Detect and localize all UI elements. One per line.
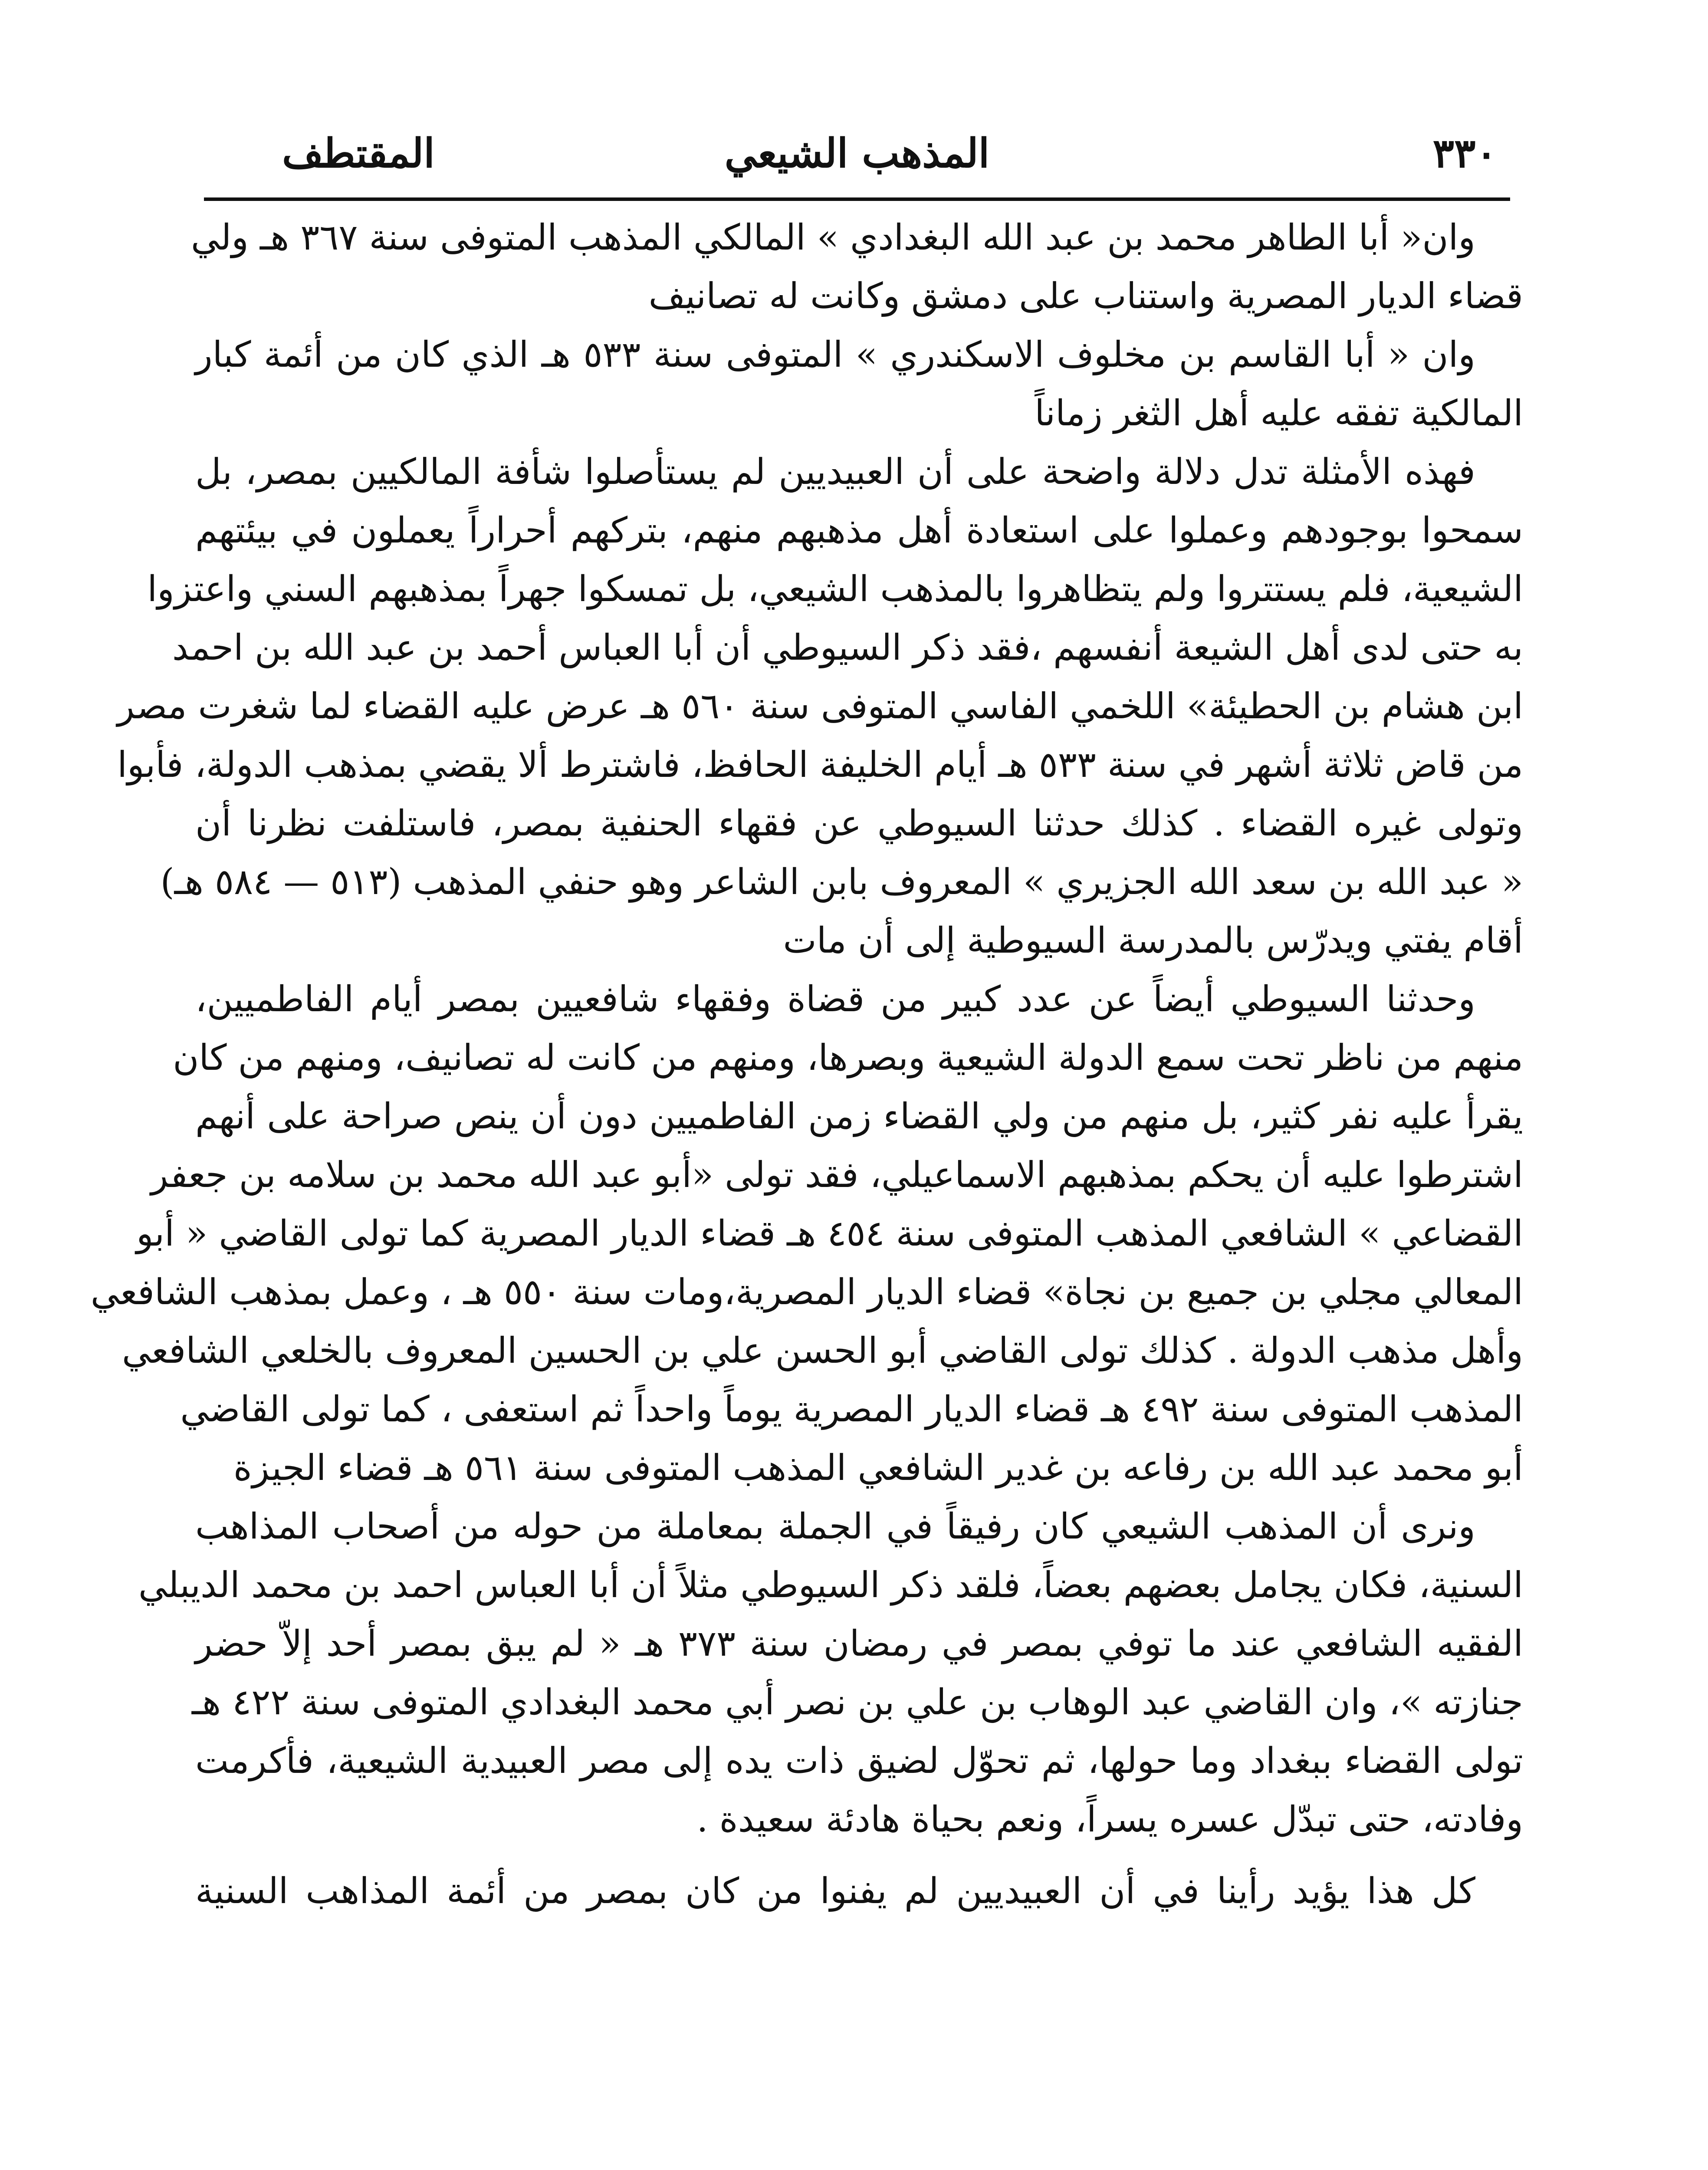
text-line: المذهب المتوفى سنة ٤٩٢ هـ قضاء الديار المصرية يوماً واحداً ثم استعفى ، كما تولى القاضي	[180, 1389, 1523, 1430]
text-line: وأهل مذهب الدولة . كذلك تولى القاضي أبو الحسن علي بن الحسين المعروف بالخلعي الشافعي	[122, 1330, 1523, 1371]
text-line: الشيعية، فلم يستتروا ولم يتظاهروا بالمذهب الشيعي، بل تمسكوا جهراً بمذهبهم السني واعتزوا	[147, 569, 1523, 610]
paragraph	[138, 1497, 1524, 1849]
text-line: وان« أبا الطاهر محمد بن عبد الله البغدادي » المالكي المذهب المتوفى سنة ٣٦٧ هـ ولي	[191, 217, 1475, 258]
text-line: وان « أبا القاسم بن مخلوف الاسكندري » المتوفى سنة ٥٣٣ هـ الذي كان من أئمة كبار	[195, 334, 1475, 375]
text-line: ونرى أن المذهب الشيعي كان رفيقاً في الجملة بمعاملة من حوله من أصحاب المذاهب	[195, 1506, 1475, 1547]
paragraph	[191, 208, 1523, 326]
text-line: كل هذا يؤيد رأينا في أن العبيديين لم يفنوا من كان بمصر من أئمة المذاهب السنية	[195, 1871, 1475, 1912]
text-line: وحدثنا السيوطي أيضاً عن عدد كبير من قضاة وفقهاء شافعيين بمصر أيام الفاطميين،	[195, 979, 1476, 1020]
paragraph	[117, 443, 1523, 970]
text-line: وتولى غيره القضاء . كذلك حدثنا السيوطي عن فقهاء الحنفية بمصر، فاستلفت نظرنا أن	[195, 803, 1523, 844]
paragraph	[90, 970, 1523, 1497]
paragraph	[195, 1862, 1523, 1920]
text-line: سمحوا بوجودهم وعملوا على استعادة أهل مذهبهم منهم، بتركهم أحراراً يعملون في بيئتهم	[195, 510, 1523, 551]
page-number: ٣٣٠	[1432, 130, 1497, 177]
text-line: المالكية تفقه عليه أهل الثغر زماناً	[1035, 393, 1523, 434]
text-line: فهذه الأمثلة تدل دلالة واضحة على أن العبيديين لم يستأصلوا شأفة المالكيين بمصر، بل	[195, 451, 1475, 493]
text-line: اشترطوا عليه أن يحكم بمذهبهم الاسماعيلي، فقد تولى «أبو عبد الله محمد بن سلامه بن جعفر	[151, 1154, 1523, 1196]
text-line: وفادته، حتى تبدّل عسره يسراً، ونعم بحياة هادئة سعيدة .	[696, 1799, 1523, 1840]
text-line: قضاء الديار المصرية واستناب على دمشق وكانت له تصانيف	[648, 276, 1523, 317]
text-line: منهم من ناظر تحت سمع الدولة الشيعية وبصرها، ومنهم من كانت له تصانيف، ومنهم من كان	[173, 1037, 1523, 1078]
header-rule	[204, 197, 1510, 201]
journal-name: المقتطف	[282, 130, 435, 177]
text-line: القضاعي » الشافعي المذهب المتوفى سنة ٤٥٤ هـ قضاء الديار المصرية كما تولى القاضي « أبو	[136, 1213, 1523, 1254]
text-line: أقام يفتي ويدرّس بالمدرسة السيوطية إلى أن مات	[783, 920, 1523, 961]
text-line: جنازته »، وان القاضي عبد الوهاب بن علي بن نصر أبي محمد البغدادي المتوفى سنة ٤٢٢ هـ	[191, 1682, 1523, 1723]
paragraph	[195, 326, 1523, 443]
text-line: « عبد الله بن سعد الله الجزيري » المعروف بابن الشاعر وهو حنفي المذهب (٥١٣ — ٥٨٤ هـ)	[160, 861, 1523, 903]
text-line: الفقيه الشافعي عند ما توفي بمصر في رمضان سنة ٣٧٣ هـ « لم يبق بمصر أحد إلاّ حضر	[195, 1623, 1524, 1664]
page-header	[204, 112, 1510, 190]
text-line: السنية، فكان يجامل بعضهم بعضاً، فلقد ذكر السيوطي مثلاً أن أبا العباس احمد بن محمد الديبلي	[138, 1565, 1523, 1606]
text-line: تولى القضاء ببغداد وما حولها، ثم تحوّل لضيق ذات يده إلى مصر العبيدية الشيعية، فأكرمت	[195, 1740, 1523, 1782]
article-body	[90, 208, 1524, 2170]
text-line: به حتى لدى أهل الشيعة أنفسهم ،فقد ذكر السيوطي أن أبا العباس أحمد بن عبد الله بن احمد	[172, 627, 1523, 668]
text-line: المعالي مجلي بن جميع بن نجاة» قضاء الديار المصرية،ومات سنة ٥٥٠ هـ ، وعمل بمذهب الشافعي	[90, 1272, 1523, 1313]
running-title: المذهب الشيعي	[724, 130, 990, 177]
text-line: أبو محمد عبد الله بن رفاعه بن غدير الشافعي المذهب المتوفى سنة ٥٦١ هـ قضاء الجيزة	[233, 1447, 1523, 1489]
text-line: ابن هشام بن الحطيئة» اللخمي الفاسي المتوفى سنة ٥٦٠ هـ عرض عليه القضاء لما شغرت مصر	[117, 686, 1523, 727]
text-line: يقرأ عليه نفر كثير، بل منهم من ولي القضاء زمن الفاطميين دون أن ينص صراحة على أنهم	[195, 1096, 1523, 1137]
text-line: من قاض ثلاثة أشهر في سنة ٥٣٣ هـ أيام الخليفة الحافظ، فاشترط ألا يقضي بمذهب الدولة، فأبوا	[117, 744, 1523, 786]
